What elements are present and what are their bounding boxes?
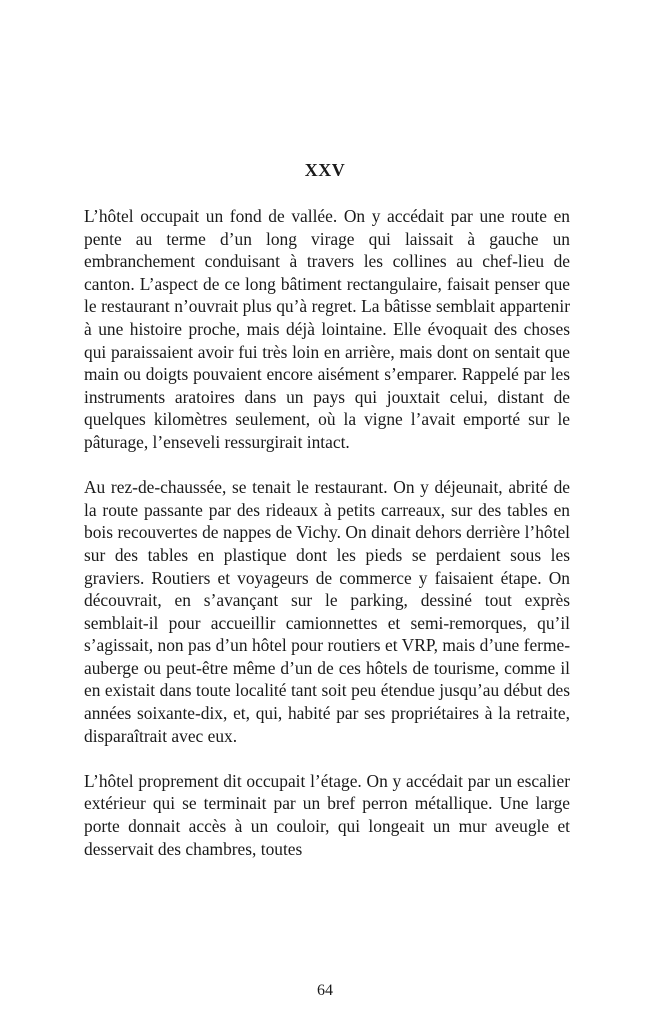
chapter-body — [84, 205, 570, 883]
paragraph-3: L’hôtel proprement dit occupait l’étage. On y accédait par un escalier extérieur qui se terminait par un bref perron métallique. Une large porte donnait accès à un couloir, qui longeait un mur aveugle et desservait des chambres, toutes — [84, 770, 570, 859]
paragraph-1: L’hôtel occupait un fond de vallée. On y accédait par une route en pente au terme d’un long virage qui laissait à gauche un embranchement conduisant à travers les collines au chef-lieu de canton. L’aspect de ce long bâtiment rectangulaire, faisait penser que le restaurant n’ouvrait plus qu’à regret. La bâtisse semblait appartenir à une histoire proche, mais déjà lointaine. Elle évoquait des choses qui paraissaient avoir fui très loin en arrière, mais dont on sentait que main ou doigts pouvaient encore aisément s’emparer. Rappelé par les instruments aratoires dans un pays qui jouxtait celui, distant de quelques kilomètres seulement, où la vigne l’avait emporté sur le pâturage, l’enseveli ressurgirait intact. — [84, 206, 570, 452]
paragraph-2: Au rez-de-chaussée, se tenait le restaurant. On y déjeunait, abrité de la route passante par des rideaux à petits carreaux, sur des tables en bois recouvertes de nappes de Vichy. On dinait dehors derrière l’hôtel sur des tables en plastique dont les pieds se perdaient sous les graviers. Routiers et voyageurs de commerce y faisaient étape. On découvrait, en s’avançant sur le parking, dessiné tout exprès semblait-il pour accueillir camionnettes et semi-remorques, qu’il s’agissait, non pas d’un hôtel pour routiers et VRP, mais d’une ferme-auberge ou peut-être même d’un de ces hôtels de tourisme, comme il en existait dans toute localité tant soit peu étendue jusqu’au début des années soixante-dix, et, qui, habité par ses propriétaires à la retraite, disparaîtrait avec eux. — [84, 477, 570, 746]
chapter-title: XXV — [304, 160, 346, 180]
page-number: 64 — [317, 982, 333, 999]
